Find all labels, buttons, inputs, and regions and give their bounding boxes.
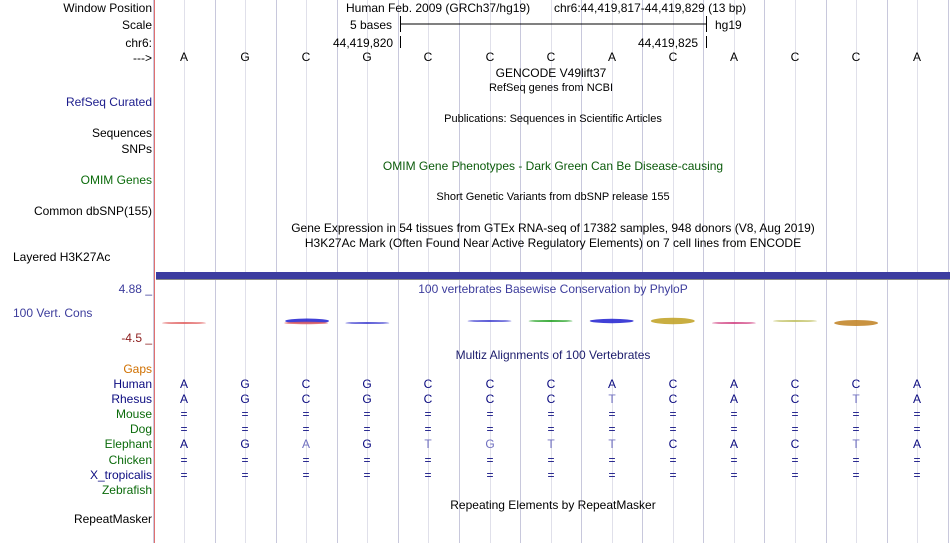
alignment-base: C [485, 377, 495, 391]
scale-text: 5 bases [350, 18, 393, 32]
track-label-gaps[interactable]: Gaps [123, 362, 152, 376]
phylop-mark [345, 322, 389, 324]
alignment-base: = [791, 453, 799, 467]
species-label-x_tropicalis[interactable]: X_tropicalis [89, 468, 152, 482]
alignment-base: = [791, 422, 799, 436]
phylop-max-tick: 4.88 _ [118, 282, 152, 296]
alignment-base: = [363, 453, 371, 467]
track-label-snps[interactable]: SNPs [121, 142, 152, 156]
alignment-base: G [362, 437, 372, 451]
alignment-base: = [424, 407, 432, 421]
alignment-base: C [668, 377, 678, 391]
alignment-base: A [607, 377, 616, 391]
alignment-base: = [363, 468, 371, 482]
alignment-base: G [485, 437, 495, 451]
phylop-mark [834, 320, 878, 326]
strand-label: ---> [133, 51, 152, 65]
base-letter: A [179, 50, 188, 64]
alignment-base: = [241, 453, 249, 467]
alignment-base: = [852, 407, 860, 421]
position-text: chr6:44,419,817-44,419,829 (13 bp) [554, 1, 747, 15]
alignment-base: = [302, 468, 310, 482]
alignment-base: A [179, 377, 188, 391]
alignment-base: = [302, 453, 310, 467]
scale-label: Scale [121, 18, 152, 32]
h3k27ac-title: H3K27Ac Mark (Often Found Near Active Regulatory Elements) on 7 cell lines from ENCODE [304, 236, 802, 250]
alignment-base: A [179, 392, 188, 406]
species-label-elephant[interactable]: Elephant [104, 437, 152, 451]
alignment-base: C [301, 377, 311, 391]
alignment-base: A [179, 437, 188, 451]
alignment-base: = [180, 407, 188, 421]
alignment-base: = [669, 468, 677, 482]
alignment-base: T [424, 437, 432, 451]
alignment-base: A [729, 437, 738, 451]
base-letter: C [851, 50, 861, 64]
alignment-base: = [486, 468, 494, 482]
base-letter: C [546, 50, 556, 64]
alignment-base: = [669, 407, 677, 421]
alignment-base: = [302, 407, 310, 421]
alignment-base: = [852, 453, 860, 467]
alignment-base: A [301, 437, 310, 451]
alignment-base: = [669, 453, 677, 467]
alignment-base: = [180, 468, 188, 482]
alignment-base: = [486, 453, 494, 467]
alignment-base: C [485, 392, 495, 406]
alignment-base: G [362, 377, 372, 391]
alignment-base: T [852, 437, 860, 451]
refseq-title: RefSeq genes from NCBI [488, 82, 614, 94]
species-label-dog[interactable]: Dog [129, 422, 152, 436]
dbsnp-title: Short Genetic Variants from dbSNP release 155 [436, 191, 670, 203]
alignment-base: G [240, 437, 250, 451]
alignment-base: A [912, 377, 921, 391]
alignment-base: = [302, 422, 310, 436]
track-label-refseq[interactable]: RefSeq Curated [65, 95, 152, 109]
alignment-base: = [547, 407, 555, 421]
alignment-base: = [363, 422, 371, 436]
phylop-mark [651, 318, 695, 324]
coord-left: 44,419,820 [333, 36, 394, 50]
phylop-mark [712, 322, 756, 324]
alignment-base: = [608, 453, 616, 467]
alignment-base: = [424, 453, 432, 467]
alignment-base: = [852, 422, 860, 436]
species-label-zebrafish[interactable]: Zebrafish [101, 483, 152, 497]
phylop-mark [773, 320, 817, 322]
track-label-h3k27ac[interactable]: Layered H3K27Ac [13, 250, 111, 264]
alignment-base: = [730, 422, 738, 436]
alignment-base: = [547, 468, 555, 482]
species-label-human[interactable]: Human [113, 377, 152, 391]
phylop-min-tick: -4.5 _ [121, 331, 152, 345]
alignment-base: = [669, 422, 677, 436]
alignment-base: = [241, 407, 249, 421]
alignment-base: = [913, 468, 921, 482]
omim-title: OMIM Gene Phenotypes - Dark Green Can Be Disease-causing [382, 159, 724, 173]
alignment-base: = [913, 453, 921, 467]
alignment-base: C [301, 392, 311, 406]
alignment-base: = [241, 422, 249, 436]
alignment-base: = [913, 422, 921, 436]
base-letter: A [729, 50, 738, 64]
alignment-base: = [486, 407, 494, 421]
alignment-base: A [729, 392, 738, 406]
alignment-base: G [240, 377, 250, 391]
track-label-phylop[interactable]: 100 Vert. Cons [13, 306, 93, 320]
alignment-base: T [608, 437, 616, 451]
alignment-base: = [180, 422, 188, 436]
species-label-rhesus[interactable]: Rhesus [111, 392, 152, 406]
db-name: hg19 [715, 18, 742, 32]
alignment-base: = [547, 453, 555, 467]
alignment-base: = [608, 407, 616, 421]
alignment-base: C [790, 437, 800, 451]
base-letter: C [668, 50, 678, 64]
species-label-mouse[interactable]: Mouse [115, 407, 152, 421]
base-letter: G [362, 50, 372, 64]
alignment-base: T [547, 437, 555, 451]
alignment-base: G [240, 392, 250, 406]
track-label-dbsnp[interactable]: Common dbSNP(155) [33, 204, 152, 218]
alignment-base: = [791, 468, 799, 482]
phylop-mark [529, 320, 573, 322]
alignment-base: = [424, 422, 432, 436]
phylop-mark [468, 320, 512, 322]
alignment-base: = [608, 468, 616, 482]
chrom-label: chr6: [125, 36, 152, 50]
coord-right: 44,419,825 [638, 36, 699, 50]
alignment-base: C [668, 392, 678, 406]
gencode-title: GENCODE V49lift37 [495, 66, 607, 80]
alignment-base: = [547, 422, 555, 436]
phylop-mark [284, 322, 328, 324]
phylop-title: 100 vertebrates Basewise Conservation by PhyloP [418, 282, 688, 296]
base-letter: C [423, 50, 433, 64]
alignment-base: = [363, 407, 371, 421]
gtex-title: Gene Expression in 54 tissues from GTEx RNA-seq of 17382 samples, 948 donors (V8, Aug 2019) [291, 221, 815, 235]
track-label-omim[interactable]: OMIM Genes [80, 173, 152, 187]
alignment-base: C [790, 377, 800, 391]
alignment-base: C [423, 392, 433, 406]
track-label-sequences[interactable]: Sequences [91, 126, 152, 140]
alignment-base: G [362, 392, 372, 406]
alignment-base: T [852, 392, 860, 406]
alignment-base: A [729, 377, 738, 391]
phylop-mark [162, 322, 206, 324]
alignment-base: C [546, 392, 556, 406]
alignment-base: C [546, 377, 556, 391]
alignment-base: A [912, 392, 921, 406]
phylop-mark [590, 319, 634, 323]
base-letter: G [240, 50, 250, 64]
alignment-base: C [423, 377, 433, 391]
base-letter: C [790, 50, 800, 64]
species-label-chicken[interactable]: Chicken [108, 453, 152, 467]
repeat-title: Repeating Elements by RepeatMasker [450, 498, 656, 512]
alignment-base: = [791, 407, 799, 421]
base-letter: A [912, 50, 921, 64]
pubs-title: Publications: Sequences in Scientific Articles [444, 113, 662, 125]
track-label-repeatmasker[interactable]: RepeatMasker [73, 512, 152, 526]
alignment-base: = [486, 422, 494, 436]
alignment-base: = [730, 468, 738, 482]
base-letter: C [485, 50, 495, 64]
alignment-base: = [424, 468, 432, 482]
alignment-base: A [912, 437, 921, 451]
base-letter: A [607, 50, 616, 64]
alignment-base: = [180, 453, 188, 467]
alignment-base: = [913, 407, 921, 421]
alignment-base: T [608, 392, 616, 406]
alignment-base: = [608, 422, 616, 436]
multiz-title: Multiz Alignments of 100 Vertebrates [455, 348, 651, 362]
base-letter: C [301, 50, 311, 64]
alignment-base: C [790, 392, 800, 406]
alignment-base: = [730, 407, 738, 421]
alignment-base: C [851, 377, 861, 391]
alignment-base: = [730, 453, 738, 467]
assembly-name: Human Feb. 2009 (GRCh37/hg19) [346, 1, 531, 15]
alignment-base: = [241, 468, 249, 482]
alignment-base: C [668, 437, 678, 451]
window-position-label: Window Position [63, 1, 152, 15]
alignment-base: = [852, 468, 860, 482]
